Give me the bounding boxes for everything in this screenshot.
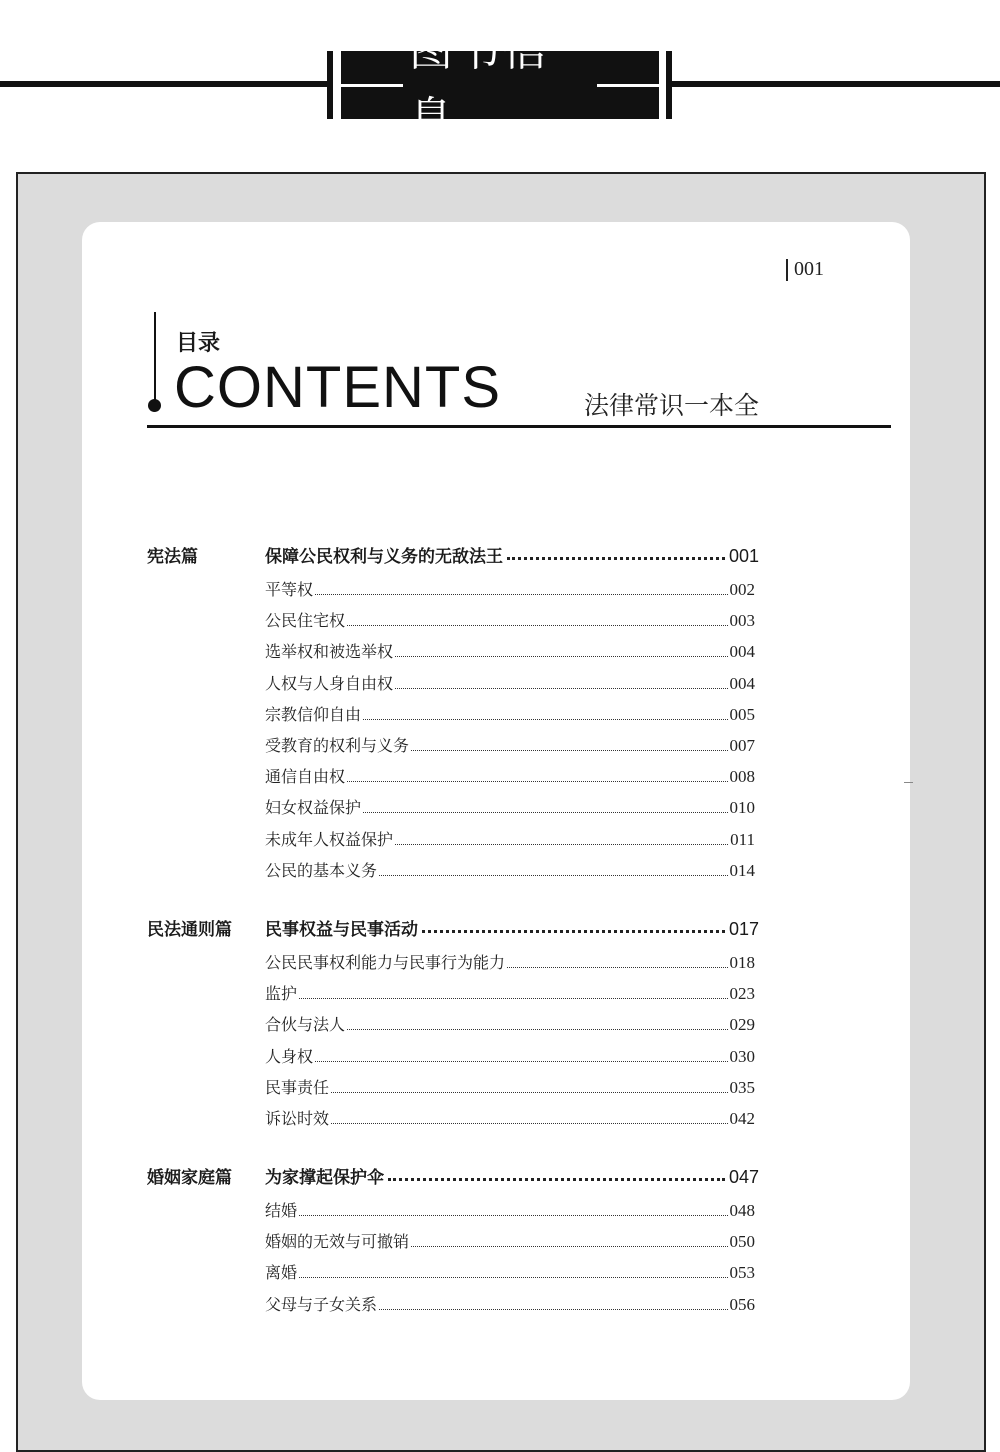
toc-entry-page: 056 xyxy=(729,1295,755,1314)
toc-entry[interactable] xyxy=(265,1293,755,1315)
toc-entry-title: 人身权 xyxy=(265,1047,314,1066)
toc-leader-dots xyxy=(299,1277,727,1278)
toc-leader-dots xyxy=(331,1123,727,1124)
toc-entry-title: 公民的基本义务 xyxy=(265,861,378,880)
toc-entry[interactable] xyxy=(265,828,755,850)
toc-entry-title: 合伙与法人 xyxy=(265,1015,346,1034)
page-number xyxy=(786,258,824,281)
toc-entry-title: 宗教信仰自由 xyxy=(265,705,362,724)
toc-leader-dots xyxy=(411,750,727,751)
toc-section-page: 047 xyxy=(728,1167,759,1187)
page-number-bar xyxy=(786,259,788,281)
toc-entry[interactable] xyxy=(265,640,755,662)
toc-entry-title: 婚姻的无效与可撤销 xyxy=(265,1232,410,1251)
banner-dash-right xyxy=(597,84,659,87)
toc-entry-title: 受教育的权利与义务 xyxy=(265,736,410,755)
toc-entry-title: 监护 xyxy=(265,984,298,1003)
toc-leader-dots xyxy=(379,1309,727,1310)
toc-leader-dots xyxy=(507,967,727,968)
toc-leader-dots xyxy=(422,930,725,933)
toc-leader-dots xyxy=(299,1215,727,1216)
toc-entry-title: 民事责任 xyxy=(265,1078,330,1097)
toc-entry[interactable] xyxy=(265,1107,755,1129)
toc-leader-dots xyxy=(507,557,725,560)
toc-entry-title: 选举权和被选举权 xyxy=(265,642,394,661)
toc-section[interactable] xyxy=(147,543,759,567)
banner-title: 图书信息 xyxy=(408,25,550,144)
toc-entry[interactable] xyxy=(265,734,755,756)
toc-entry-page: 008 xyxy=(729,767,755,786)
toc-leader-dots xyxy=(347,1029,727,1030)
toc-entry-page: 005 xyxy=(729,705,755,724)
banner-right-bar xyxy=(666,51,672,119)
toc-leader-dots xyxy=(331,1092,727,1093)
banner-left-bar xyxy=(327,51,333,119)
toc-entry[interactable] xyxy=(265,1045,755,1067)
header-rule xyxy=(147,425,891,428)
toc-entry-page: 010 xyxy=(729,798,755,817)
toc-entry[interactable] xyxy=(265,1076,755,1098)
toc-entry-page: 042 xyxy=(729,1109,755,1128)
toc-entry-page: 023 xyxy=(729,984,755,1003)
toc-leader-dots xyxy=(395,688,727,689)
toc-entry-title: 离婚 xyxy=(265,1263,298,1282)
toc-entry[interactable] xyxy=(265,796,755,818)
toc-entry-page: 003 xyxy=(729,611,755,630)
toc-section[interactable] xyxy=(147,916,759,940)
toc-entry-title: 平等权 xyxy=(265,580,314,599)
toc-leader-dots xyxy=(347,781,727,782)
banner xyxy=(341,25,659,144)
toc-section-name: 婚姻家庭篇 xyxy=(147,1168,232,1188)
toc-entry[interactable] xyxy=(265,1199,755,1221)
page-number-text: 001 xyxy=(794,258,824,280)
toc-entry-page: 014 xyxy=(729,861,755,880)
banner-right-rule xyxy=(672,81,1000,87)
toc-entry-page: 018 xyxy=(729,953,755,972)
mulu-heading: 目录 xyxy=(176,331,221,356)
toc-entry-title: 公民住宅权 xyxy=(265,611,346,630)
toc-entry[interactable] xyxy=(265,1013,755,1035)
toc-entry-title: 人权与人身自由权 xyxy=(265,674,394,693)
side-tick xyxy=(904,782,913,783)
header-dot xyxy=(148,399,161,412)
toc-entry-page: 050 xyxy=(729,1232,755,1251)
banner-left-rule xyxy=(0,81,327,87)
toc-entry-page: 029 xyxy=(729,1015,755,1034)
toc-entry[interactable] xyxy=(265,578,755,600)
toc-section-title: 为家撑起保护伞 xyxy=(265,1168,384,1188)
contents-heading: CONTENTS xyxy=(174,355,501,420)
toc-leader-dots xyxy=(411,1246,727,1247)
toc-entry-title: 结婚 xyxy=(265,1201,298,1220)
toc-section[interactable] xyxy=(147,1164,759,1188)
toc-leader-dots xyxy=(299,998,727,999)
toc-leader-dots xyxy=(395,656,727,657)
toc-entry[interactable] xyxy=(265,703,755,725)
toc-entry-page: 011 xyxy=(730,830,755,849)
toc-entry-page: 030 xyxy=(729,1047,755,1066)
header-vertical-line xyxy=(154,312,156,404)
toc-leader-dots xyxy=(388,1178,725,1181)
toc-entry-page: 004 xyxy=(729,674,755,693)
toc-leader-dots xyxy=(363,719,727,720)
toc-section-title: 民事权益与民事活动 xyxy=(265,920,418,940)
toc-entry[interactable] xyxy=(265,672,755,694)
toc-section-title: 保障公民权利与义务的无敌法王 xyxy=(265,547,503,567)
toc-leader-dots xyxy=(379,875,727,876)
toc-entry[interactable] xyxy=(265,765,755,787)
toc-entry-page: 004 xyxy=(729,642,755,661)
toc-leader-dots xyxy=(395,844,728,845)
toc-entry-title: 通信自由权 xyxy=(265,767,346,786)
toc-entry-page: 053 xyxy=(729,1263,755,1282)
toc-entry[interactable] xyxy=(265,609,755,631)
toc-entry[interactable] xyxy=(265,1261,755,1283)
toc-leader-dots xyxy=(315,594,727,595)
toc-leader-dots xyxy=(315,1061,727,1062)
toc-entry[interactable] xyxy=(265,859,755,881)
toc-entry-title: 公民民事权利能力与民事行为能力 xyxy=(265,953,506,972)
banner-dash-left xyxy=(341,84,403,87)
toc-section-name: 宪法篇 xyxy=(147,547,198,567)
toc-entry-title: 诉讼时效 xyxy=(265,1109,330,1128)
toc-entry-page: 002 xyxy=(729,580,755,599)
toc-entry-title: 未成年人权益保护 xyxy=(265,830,394,849)
toc-entry-title: 妇女权益保护 xyxy=(265,798,362,817)
toc-section-name: 民法通则篇 xyxy=(147,920,232,940)
toc-section-page: 001 xyxy=(728,546,759,566)
book-title: 法律常识一本全 xyxy=(584,391,760,420)
toc-entry[interactable] xyxy=(265,1230,755,1252)
toc-entry-page: 007 xyxy=(729,736,755,755)
toc-entry[interactable] xyxy=(265,982,755,1004)
toc-section-page: 017 xyxy=(728,919,759,939)
toc-leader-dots xyxy=(347,625,727,626)
toc-leader-dots xyxy=(363,812,727,813)
toc-entry-page: 035 xyxy=(729,1078,755,1097)
toc-entry-title: 父母与子女关系 xyxy=(265,1295,378,1314)
toc-entry[interactable] xyxy=(265,951,755,973)
toc-entry-page: 048 xyxy=(729,1201,755,1220)
